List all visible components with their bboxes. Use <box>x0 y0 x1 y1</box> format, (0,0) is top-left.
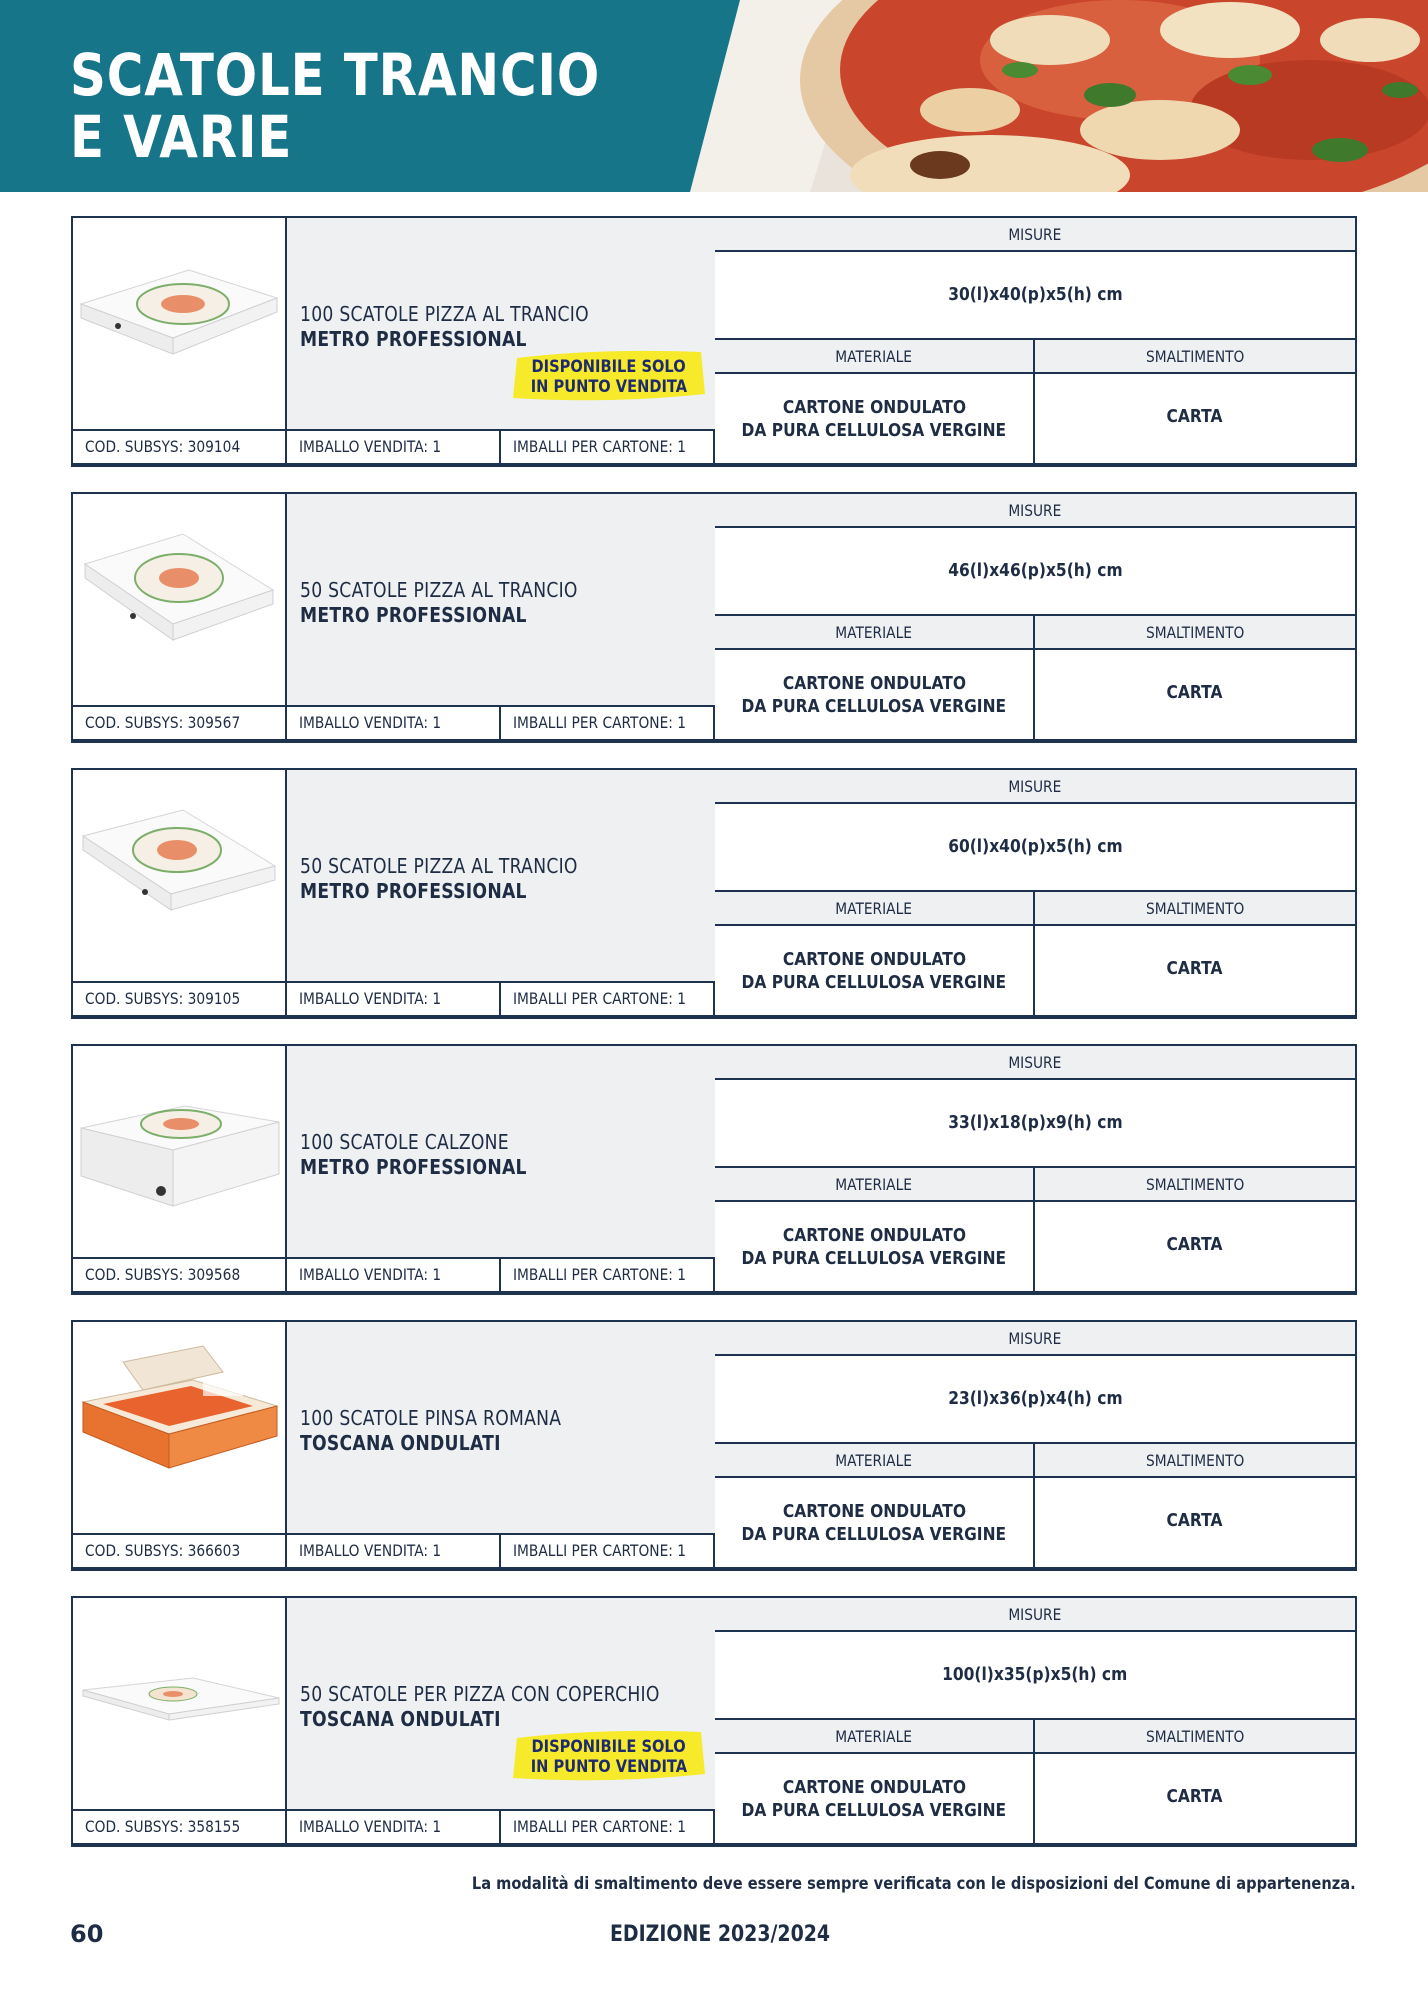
title-line-1: SCATOLE TRANCIO <box>70 41 601 109</box>
smaltimento-value: CARTA <box>1035 374 1355 463</box>
misure-value: 60(l)x40(p)x5(h) cm <box>715 804 1355 892</box>
product-card <box>71 1044 1357 1295</box>
badge-line-2: IN PUNTO VENDITA <box>530 1757 688 1777</box>
misure-value: 23(l)x36(p)x4(h) cm <box>715 1356 1355 1444</box>
product-description <box>287 770 715 983</box>
smaltimento-header: SMALTIMENTO <box>1035 1168 1355 1202</box>
product-card <box>71 1320 1357 1571</box>
product-image <box>73 1046 287 1259</box>
sales-packaging: IMBALLO VENDITA: 1 <box>287 707 501 739</box>
sales-packaging: IMBALLO VENDITA: 1 <box>287 983 501 1015</box>
misure-header: MISURE <box>715 1322 1355 1356</box>
product-image <box>73 1322 287 1535</box>
spec-table <box>715 1322 1355 1567</box>
product-code: COD. SUBSYS: 309568 <box>73 1259 287 1291</box>
smaltimento-value: CARTA <box>1035 1754 1355 1843</box>
packages-per-carton: IMBALLI PER CARTONE: 1 <box>501 431 715 463</box>
materiale-value: CARTONE ONDULATO DA PURA CELLULOSA VERGINE <box>715 650 1035 739</box>
smaltimento-header: SMALTIMENTO <box>1035 340 1355 374</box>
smaltimento-header: SMALTIMENTO <box>1035 1720 1355 1754</box>
product-brand: METRO PROFESSIONAL <box>300 603 527 627</box>
product-image <box>73 1598 287 1811</box>
smaltimento-value: CARTA <box>1035 650 1355 739</box>
product-brand: METRO PROFESSIONAL <box>300 327 527 351</box>
product-card <box>71 216 1357 467</box>
product-description <box>287 218 715 431</box>
product-name: 50 SCATOLE PIZZA AL TRANCIO <box>300 854 578 878</box>
product-description <box>287 1322 715 1535</box>
materiale-value: CARTONE ONDULATO DA PURA CELLULOSA VERGINE <box>715 1478 1035 1567</box>
product-code: COD. SUBSYS: 309567 <box>73 707 287 739</box>
product-name: 100 SCATOLE CALZONE <box>300 1130 509 1154</box>
misure-header: MISURE <box>715 770 1355 804</box>
misure-header: MISURE <box>715 1598 1355 1632</box>
product-code: COD. SUBSYS: 309105 <box>73 983 287 1015</box>
product-code: COD. SUBSYS: 366603 <box>73 1535 287 1567</box>
smaltimento-header: SMALTIMENTO <box>1035 616 1355 650</box>
smaltimento-header: SMALTIMENTO <box>1035 1444 1355 1478</box>
product-card <box>71 1596 1357 1847</box>
product-brand: TOSCANA ONDULATI <box>300 1707 501 1731</box>
product-name: 100 SCATOLE PIZZA AL TRANCIO <box>300 302 589 326</box>
sales-packaging: IMBALLO VENDITA: 1 <box>287 1811 501 1843</box>
materiale-value: CARTONE ONDULATO DA PURA CELLULOSA VERGINE <box>715 1754 1035 1843</box>
page-title <box>70 41 601 171</box>
product-brand: METRO PROFESSIONAL <box>300 1155 527 1179</box>
materiale-header: MATERIALE <box>715 340 1035 374</box>
product-name: 50 SCATOLE PIZZA AL TRANCIO <box>300 578 578 602</box>
spec-table <box>715 770 1355 1015</box>
product-image <box>73 218 287 431</box>
product-code: COD. SUBSYS: 358155 <box>73 1811 287 1843</box>
smaltimento-header: SMALTIMENTO <box>1035 892 1355 926</box>
product-card <box>71 492 1357 743</box>
materiale-header: MATERIALE <box>715 1444 1035 1478</box>
product-brand: METRO PROFESSIONAL <box>300 879 527 903</box>
edition-label: EDIZIONE 2023/2024 <box>610 1922 831 1947</box>
spec-table <box>715 1046 1355 1291</box>
product-card <box>71 768 1357 1019</box>
packages-per-carton: IMBALLI PER CARTONE: 1 <box>501 983 715 1015</box>
packages-per-carton: IMBALLI PER CARTONE: 1 <box>501 707 715 739</box>
materiale-header: MATERIALE <box>715 616 1035 650</box>
misure-header: MISURE <box>715 494 1355 528</box>
page-number: 60 <box>70 1920 104 1948</box>
materiale-value: CARTONE ONDULATO DA PURA CELLULOSA VERGINE <box>715 374 1035 463</box>
sales-packaging: IMBALLO VENDITA: 1 <box>287 1259 501 1291</box>
misure-header: MISURE <box>715 218 1355 252</box>
product-brand: TOSCANA ONDULATI <box>300 1431 501 1455</box>
badge-line-1: DISPONIBILE SOLO <box>531 357 687 377</box>
materiale-header: MATERIALE <box>715 892 1035 926</box>
title-line-2: E VARIE <box>70 103 293 171</box>
packages-per-carton: IMBALLI PER CARTONE: 1 <box>501 1259 715 1291</box>
misure-value: 33(l)x18(p)x9(h) cm <box>715 1080 1355 1168</box>
packages-per-carton: IMBALLI PER CARTONE: 1 <box>501 1811 715 1843</box>
badge-line-2: IN PUNTO VENDITA <box>530 377 688 397</box>
sales-packaging: IMBALLO VENDITA: 1 <box>287 1535 501 1567</box>
misure-value: 100(l)x35(p)x5(h) cm <box>715 1632 1355 1720</box>
spec-table <box>715 1598 1355 1843</box>
spec-table <box>715 494 1355 739</box>
product-code: COD. SUBSYS: 309104 <box>73 431 287 463</box>
page-header <box>0 0 1428 192</box>
product-image <box>73 494 287 707</box>
smaltimento-value: CARTA <box>1035 926 1355 1015</box>
disposal-footnote: La modalità di smaltimento deve essere sempre verificata con le disposizioni del Comune di appartenenza. <box>472 1874 1356 1894</box>
materiale-value: CARTONE ONDULATO DA PURA CELLULOSA VERGINE <box>715 1202 1035 1291</box>
misure-value: 30(l)x40(p)x5(h) cm <box>715 252 1355 340</box>
materiale-header: MATERIALE <box>715 1168 1035 1202</box>
product-description <box>287 1598 715 1811</box>
product-image <box>73 770 287 983</box>
materiale-header: MATERIALE <box>715 1720 1035 1754</box>
availability-badge <box>511 1728 707 1784</box>
product-name: 50 SCATOLE PER PIZZA CON COPERCHIO <box>300 1682 660 1706</box>
misure-header: MISURE <box>715 1046 1355 1080</box>
misure-value: 46(l)x46(p)x5(h) cm <box>715 528 1355 616</box>
materiale-value: CARTONE ONDULATO DA PURA CELLULOSA VERGINE <box>715 926 1035 1015</box>
spec-table <box>715 218 1355 463</box>
smaltimento-value: CARTA <box>1035 1478 1355 1567</box>
product-description <box>287 494 715 707</box>
smaltimento-value: CARTA <box>1035 1202 1355 1291</box>
badge-line-1: DISPONIBILE SOLO <box>531 1737 687 1757</box>
sales-packaging: IMBALLO VENDITA: 1 <box>287 431 501 463</box>
product-description <box>287 1046 715 1259</box>
availability-badge <box>511 348 707 404</box>
product-name: 100 SCATOLE PINSA ROMANA <box>300 1406 562 1430</box>
packages-per-carton: IMBALLI PER CARTONE: 1 <box>501 1535 715 1567</box>
